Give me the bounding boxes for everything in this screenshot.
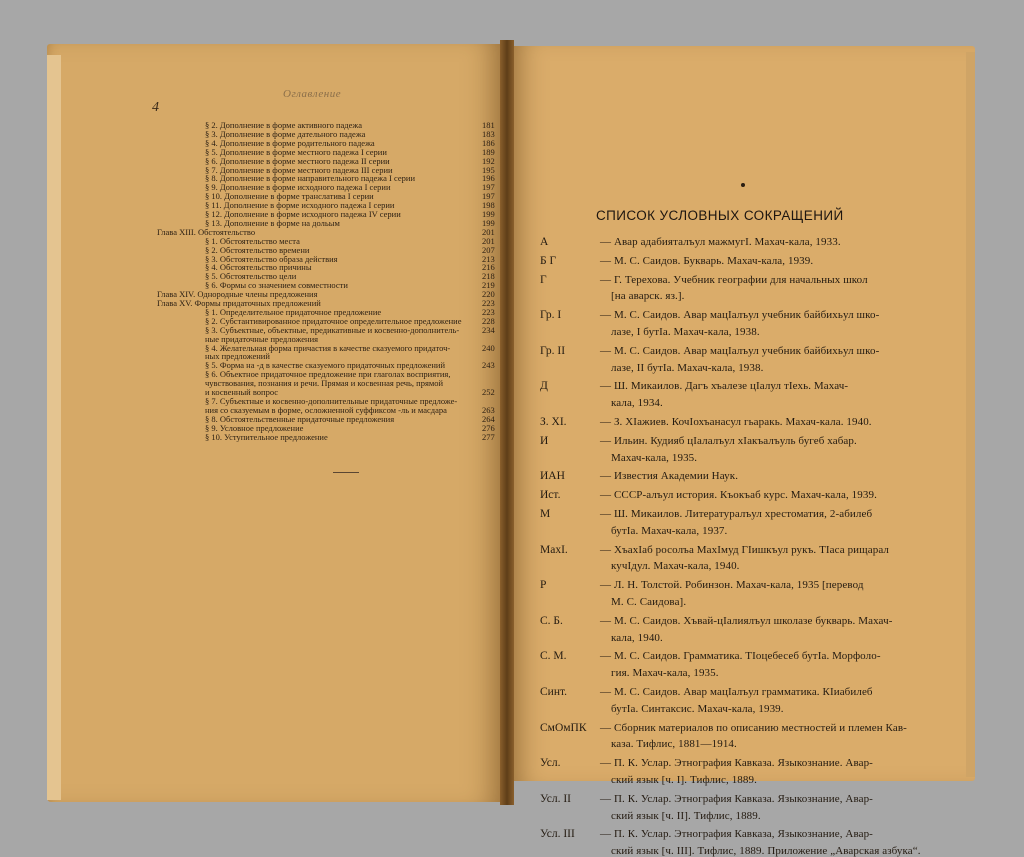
abbreviation-key: Д [540,380,548,393]
toc-entry-page: 201 [482,226,495,237]
toc-entry-page: 213 [482,253,495,264]
right-page-edge [966,52,975,777]
abbreviation-key: З. XI. [540,416,567,428]
toc-entry-page: 181 [482,120,495,130]
toc-entry-page: 219 [482,280,495,291]
abbreviation-key: М [540,508,551,520]
abbreviation-key: Б Г [540,254,557,267]
left-page-edge [47,55,61,800]
toc-entry-page: 197 [482,191,495,202]
abbreviation-key: СмОмПК [540,721,587,734]
abbreviation-description-line: ский язык [ч. I]. Тифлис, 1889. [611,774,757,786]
abbreviation-description-line: бутIа. Махач-кала, 1937. [611,524,728,537]
toc-entry-label: § 1. Обстоятельство места [205,235,300,246]
toc-entry-label: § 2. Обстоятельство времени [205,244,310,255]
toc-entry-page: 218 [482,271,495,282]
toc-entry-page: 228 [482,315,495,326]
running-head: Оглавление [283,88,342,100]
abbreviation-description-line: — Ильин. Кудияб цIалалъул хIакъалъуль бугеб хабар. [600,434,857,447]
toc-entry-label: ные придаточные предложения [205,333,319,344]
abbreviation-key: Гр. I [540,309,562,322]
toc-entry-page: 198 [482,200,495,211]
toc-entry-page: 197 [482,182,495,193]
toc-entry-label: § 6. Формы со значением совместности [205,280,348,291]
toc-entry-label: § 3. Обстоятельство образа действия [205,253,338,264]
toc-entry-label: Глава XIV. Однородные члены предложения [157,289,318,300]
toc-entry-label: и косвенный вопрос [205,387,279,397]
right-page [509,46,975,781]
abbreviation-description-line: — Ш. Микаилов. Литературалъул хрестоматия, 2-абилеб [600,508,873,520]
toc-entry-page: 223 [482,306,495,317]
toc-entry-page: 196 [482,173,495,184]
toc-entry-label: § 5. Форма на -д в качестве сказуемого придаточных предложений [205,360,446,371]
toc-entry-label: § 4. Обстоятельство причины [205,262,312,273]
toc-entry-page: 276 [482,422,495,433]
toc-entry-label: § 10. Уступительное предложение [205,431,328,442]
abbreviation-key: Усл. III [540,828,575,841]
toc-entry-page: 199 [482,217,495,228]
toc-entry-label: § 7. Субъектные и косвенно-дополнительные придаточные предложе- [205,395,458,406]
toc-entry-label: ных предложений [205,351,270,362]
toc-entry-page: 252 [482,387,495,397]
abbreviation-description-line: ский язык [ч. III]. Тифлис, 1889. Приложение „Аварская азбука“. [611,845,921,857]
toc-entry-page: 263 [482,404,495,415]
abbreviation-description-line: — М. С. Саидов. Авар мацIалъул учебник байбихьул шко- [600,309,880,322]
toc-entry-label: § 5. Обстоятельство цели [205,271,297,282]
abbreviation-key: МахI. [540,543,568,556]
toc-entry-label: § 2. Дополнение в форме активного падежа [205,120,363,130]
abbreviation-description-line: [на аварск. яз.]. [611,290,685,303]
toc-entry-page: 277 [482,431,495,442]
toc-entry-label: § 4. Дополнение в форме родительного падежа [205,137,375,148]
toc-entry-page: 220 [482,289,495,300]
abbreviation-key: С. Б. [540,614,563,627]
toc-entry-label: § 13. Дополнение в форме на дольым [205,217,340,228]
toc-entry-label: § 1. Определительное придаточное предложение [205,306,382,317]
abbreviation-description-line: — СССР-алъул история. Къокъаб курс. Махач-кала, 1939. [600,489,877,502]
toc-entry-label: Глава XV. Формы придаточных предложений [157,298,321,308]
toc-entry-label: § 3. Дополнение в форме дательного падежа [205,128,366,139]
abbreviation-key: Ист. [540,489,561,502]
abbreviation-description-line: — М. С. Саидов. Авар мацIалъул грамматика. КIиабилеб [600,686,873,698]
toc-entry-label: § 2. Субстантивированное придаточное определительное предложение [205,315,462,326]
abbreviation-key: С. М. [540,650,567,663]
toc-entry-page: 199 [482,209,495,219]
toc-entry-label: § 12. Дополнение в форме исходного падежа IV серии [205,209,401,219]
toc-entry-label: Глава XIII. Обстоятельство [157,226,256,237]
toc-entry-label: § 7. Дополнение в форме местного падежа III серии [205,164,393,175]
toc-entry-label: § 9. Условное предложение [205,422,304,433]
abbreviation-description-line: кала, 1934. [611,397,663,410]
toc-entry-label: § 4. Желательная форма причастия в качестве сказуемого придаточ- [205,342,451,353]
abbreviation-key: А [540,236,549,248]
abbreviation-key: ИАН [540,470,565,483]
abbreviation-key: Р [540,579,547,592]
abbreviation-description-line: — М. С. Саидов. Грамматика. ТIоцебесеб бутIа. Морфоло- [600,650,881,663]
abbreviation-key: Усл. [540,757,561,770]
toc-entry [205,432,475,442]
abbreviation-description-line: кала, 1940. [611,631,663,644]
abbreviation-description-line: лазе, I бутIа. Махач-кала, 1938. [611,326,760,338]
abbreviation-description-line: — Сборник материалов по описанию местностей и племен Кав- [600,721,907,734]
abbreviation-description-line: — Ш. Микаилов. Дагъ хъалезе цIалул тIехь. Махач- [600,380,849,393]
abbreviation-description-line: каза. Тифлис, 1881—1914. [611,738,737,751]
toc-entry-page: 207 [482,244,495,255]
abbreviation-description-line: М. С. Саидова]. [611,596,687,608]
abbreviation-key: Гр. II [540,344,566,357]
toc-entry-label: § 6. Объектное придаточное предложение при глаголах восприятия, [205,369,451,380]
toc-entry-page: 192 [482,155,495,166]
abbreviation-key: Г [540,273,547,286]
abbreviation-description-line: — М. С. Саидов. Хъвай-цIалиялъул школазе букварь. Махач- [600,614,893,627]
abbreviation-description-line: — П. К. Услар. Этнография Кавказа. Языкознание, Авар- [600,792,873,805]
toc-entry-label: чувствования, познания и речи. Прямая и косвенная речь, прямой [205,378,444,389]
abbreviation-description-line: лазе, II бутIа. Махач-кала, 1938. [611,361,764,374]
toc-entry-page: 223 [482,298,495,308]
toc-entry-label: § 3. Субъектные, объектные, предикативные и косвенно-дополнитель- [205,324,460,335]
toc-entry-label: § 5. Дополнение в форме местного падежа I серии [205,146,387,157]
abbreviation-description-line: гия. Махач-кала, 1935. [611,667,719,680]
toc-entry-page: 183 [482,128,495,139]
abbreviation-description-line: — Авар адабияталъул мажмугI. Махач-кала, 1933. [600,236,841,248]
abbreviation-key: Синт. [540,686,568,698]
abbreviation-description-line: — М. С. Саидов. Букварь. Махач-кала, 1939. [600,254,814,267]
toc-entry-label: § 10. Дополнение в форме транслатива I серии [205,191,374,202]
toc-entry-page: 201 [482,235,495,246]
abbreviations-title: СПИСОК УСЛОВНЫХ СОКРАЩЕНИЙ [596,208,844,223]
abbreviation-description-line: — Л. Н. Толстой. Робинзон. Махач-кала, 1935 [перевод [600,579,864,592]
abbreviation-description-line: кучIдул. Махач-кала, 1940. [611,560,740,573]
toc-entry-page: 234 [482,324,495,335]
abbreviation-description-line: — П. К. Услар. Этнография Кавказа. Языкознание. Авар- [600,757,873,770]
section-rule [333,472,359,473]
abbreviation-description-line: — Известия Академии Наук. [600,470,739,483]
toc-entry-page: 240 [482,342,495,353]
toc-entry-page: 189 [482,146,495,157]
toc-entry-label: § 8. Дополнение в форме направительного падежа I серии [205,173,416,184]
toc-entry-page: 243 [482,360,495,371]
abbreviation-description-line: — М. С. Саидов. Авар мацIалъул учебник байбихьул шко- [600,344,880,357]
abbreviation-description-line: — П. К. Услар. Этнография Кавказа, Языкознание, Авар- [600,828,873,841]
book-gutter [500,40,514,805]
toc-entry-label: § 8. Обстоятельственные придаточные предложения [205,413,395,424]
printer-dot [741,183,745,187]
abbreviation-description-line: бутIа. Синтаксис. Махач-кала, 1939. [611,702,784,715]
toc-entry-page: 216 [482,262,495,273]
toc-entry-label: ния со сказуемым в форме, осложненной суффиксом -ль и масдара [205,404,447,415]
abbreviation-description-line: — Г. Терехова. Учебник географии для начальных школ [600,273,868,286]
toc-entry-label: § 11. Дополнение в форме исходного падежа I серии [205,200,395,211]
abbreviation-key: И [540,434,549,447]
abbreviation-key: Усл. II [540,792,572,805]
abbreviation-description-line: — З. ХIажиев. КочIохъанасул гьаракь. Махач-кала. 1940. [600,416,872,428]
page-number: 4 [152,100,159,115]
toc-entry-page: 264 [482,413,495,424]
abbreviation-description-line: ский язык [ч. II]. Тифлис, 1889. [611,809,761,822]
toc-entry-label: § 6. Дополнение в форме местного падежа II серии [205,155,390,166]
abbreviation-description-line: — ХъахIаб росолъа МахIмуд ГIишкъул рукъ. ТIаса рищарал [600,543,889,556]
abbreviation-description-line: Махач-кала, 1935. [611,451,698,464]
toc-entry-page: 186 [482,137,495,148]
toc-entry-page: 195 [482,164,495,175]
toc-entry-label: § 9. Дополнение в форме исходного падежа I серии [205,182,391,193]
